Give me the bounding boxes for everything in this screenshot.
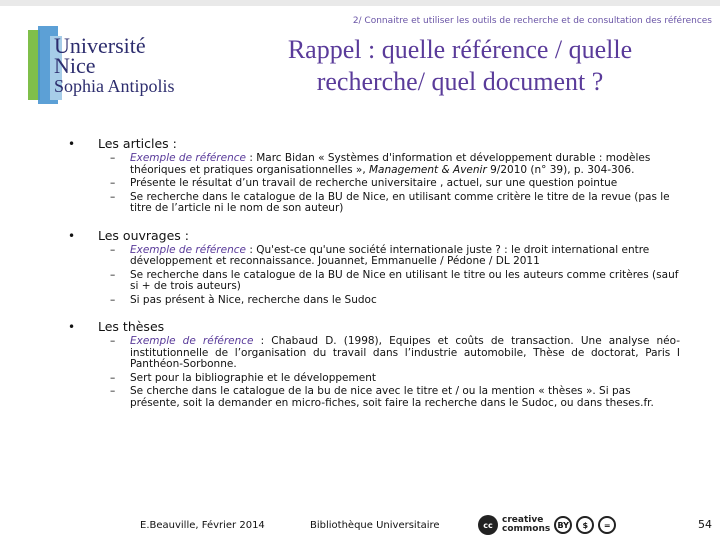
item-text: Présente le résultat d’un travail de recherche universitaire , actuel, sur une question pointue (130, 177, 618, 189)
dash: – (110, 293, 116, 306)
list-item (60, 192, 680, 215)
item-text: Sert pour la bibliographie et le développement (130, 371, 376, 384)
example-label: Exemple de référence (130, 335, 254, 347)
section-title: Les ouvrages : (98, 227, 190, 243)
list-item (60, 386, 680, 409)
dash: – (110, 243, 116, 256)
logo-line-3: Sophia Antipolis (54, 76, 175, 96)
page-number: 54 (698, 518, 712, 531)
list-item (60, 270, 680, 293)
list-item (60, 245, 680, 268)
top-strip (0, 0, 720, 6)
list-item (60, 295, 680, 307)
section-articles (60, 135, 680, 215)
dash: – (110, 335, 116, 347)
cc-word-2: commons (502, 524, 551, 534)
list-item (60, 336, 680, 371)
list-item (60, 153, 680, 176)
title-line-2: recherche/ quel document ? (316, 67, 604, 96)
example-label: Exemple de référence (130, 152, 246, 164)
sub-list (60, 153, 680, 215)
title-line-1: Rappel : quelle référence / quelle (287, 35, 633, 64)
slide-title (230, 34, 690, 98)
footer-author: E.Beauville, Février 2014 (140, 520, 265, 531)
logo-line-2: Nice (54, 53, 96, 78)
sub-list (60, 336, 680, 409)
item-text: Si pas présent à Nice, recherche dans le Sudoc (130, 293, 377, 306)
section-title: Les articles : (98, 136, 177, 151)
item-text: Se recherche dans le catalogue de la BU de Nice, en utilisant comme critère le titre de la revue (pas le titre de l’article ni le nom de son auteur) (130, 190, 670, 214)
noncommercial-icon: $ (576, 516, 594, 534)
bullet-dot: • (68, 228, 76, 243)
section-ouvrages (60, 227, 680, 307)
section-heading (60, 227, 680, 245)
sub-list (60, 245, 680, 307)
slide-footer (0, 512, 720, 540)
section-title: Les thèses (98, 319, 165, 334)
creative-commons-badge[interactable] (478, 514, 616, 536)
item-text: : Chabaud D. (1998), Equipes et coûts de transaction. Une analyse néo-institutionnelle de l’organisation du travail dans l’industrie automobile, Thèse de doctorat, Paris I Panthéon-Sorbonne. (130, 335, 680, 370)
slide-content (60, 135, 680, 421)
section-heading (60, 135, 680, 153)
logo-line-1: Université (54, 33, 146, 58)
list-item (60, 178, 680, 190)
logo-text (54, 33, 184, 96)
university-logo (28, 26, 178, 106)
bullet-dot: • (68, 137, 76, 151)
bullet-dot: • (68, 320, 76, 334)
section-heading (60, 318, 680, 336)
dash: – (110, 152, 116, 164)
example-label: Exemple de référence (130, 243, 246, 256)
breadcrumb: 2/ Connaitre et utiliser les outils de recherche et de consultation des références (352, 16, 712, 26)
noderivs-icon: = (598, 516, 616, 534)
by-icon: BY (554, 516, 572, 534)
dash: – (110, 371, 116, 384)
dash: – (110, 385, 116, 397)
item-rest: 9/2010 (n° 39), p. 304-306. (486, 163, 635, 176)
dash: – (110, 190, 116, 203)
item-text: : Marc Bidan « Systèmes d'information et développement durable : modèles théoriques et pratiques organisationnelles », (130, 152, 651, 176)
cc-icon: cc (478, 515, 498, 535)
list-item (60, 373, 680, 385)
item-text: Se recherche dans le catalogue de la BU de Nice en utilisant le titre ou les auteurs comme critères (sauf si + de trois auteurs) (130, 268, 679, 292)
item-italic: Management & Avenir (369, 163, 487, 176)
dash: – (110, 177, 116, 189)
dash: – (110, 268, 116, 281)
item-text: Se cherche dans le catalogue de la bu de nice avec le titre et / ou la mention « thèses ». Si pas présente, soit la demander en micro-fiches, soit faire la recherche dans le Sudoc, ou dans theses.fr. (130, 385, 654, 409)
footer-library: Bibliothèque Universitaire (310, 520, 440, 531)
cc-word-1: creative (502, 515, 544, 525)
item-text: : Qu'est-ce qu'une société internationale juste ? : le droit international entre développement et reconnaissance. Jouannet, Emmanuelle / Pédone / DL 2011 (130, 243, 650, 267)
cc-wordmark (502, 516, 550, 534)
section-theses (60, 318, 680, 409)
